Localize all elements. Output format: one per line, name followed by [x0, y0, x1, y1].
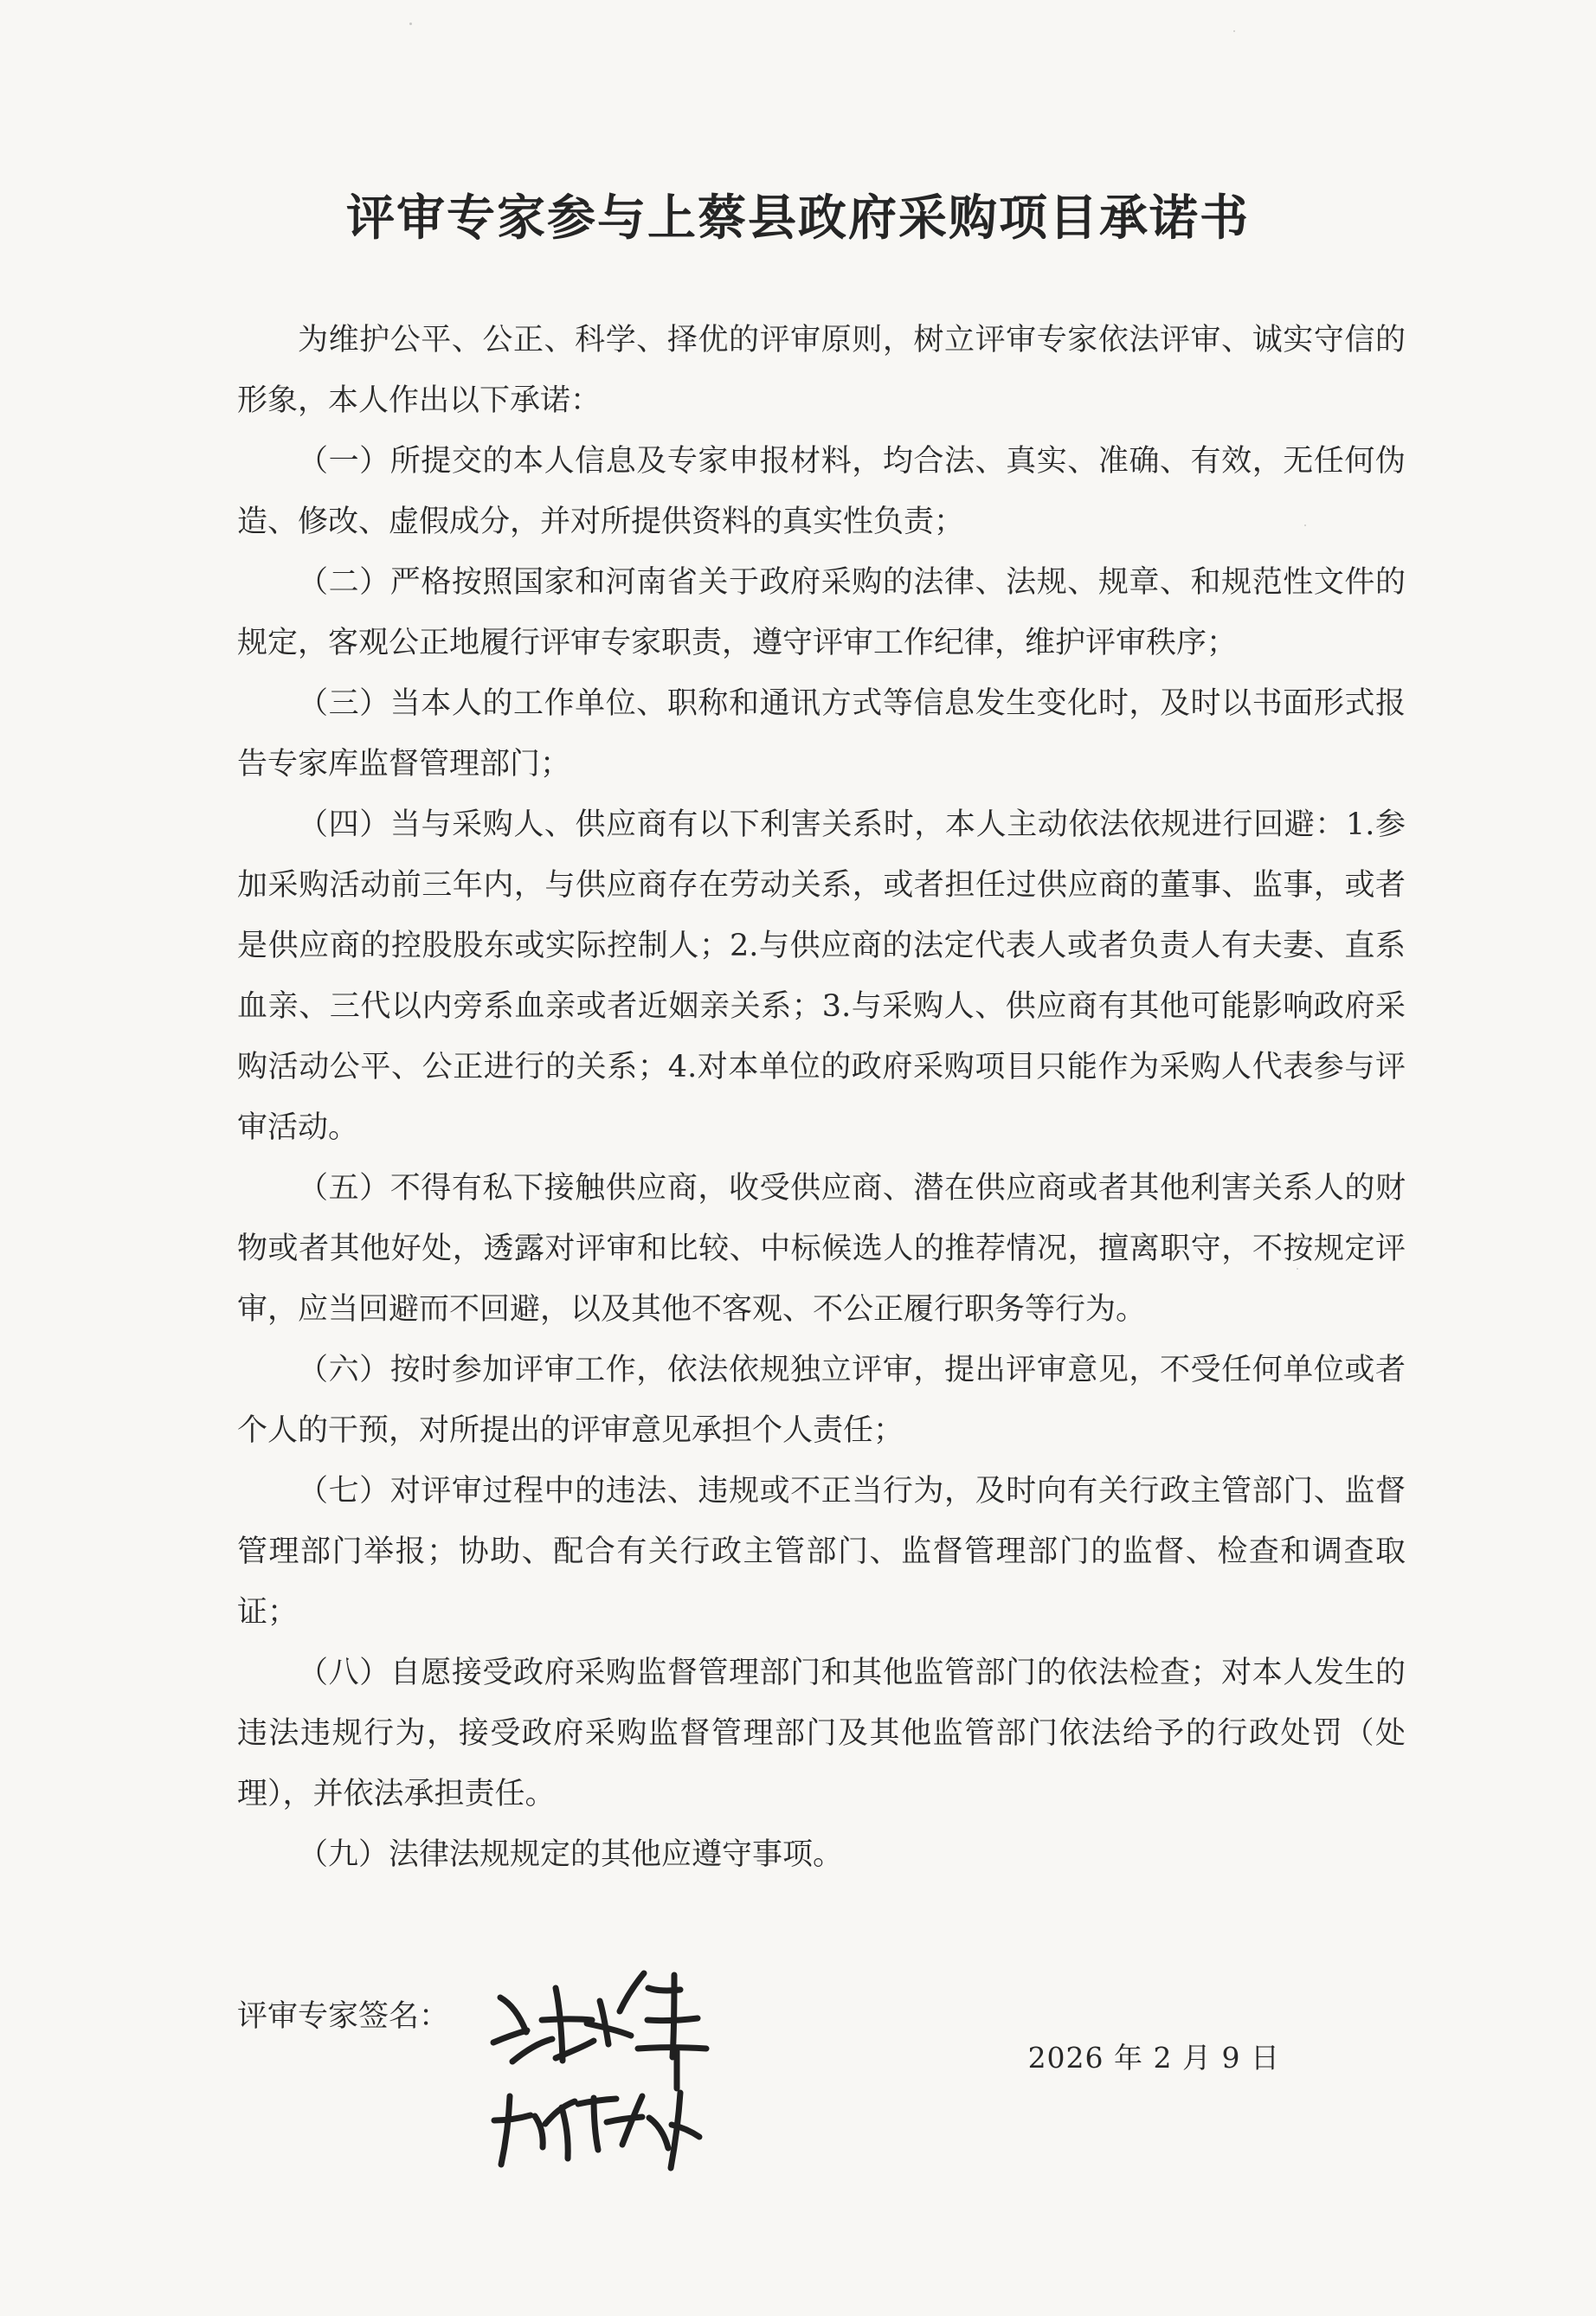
commitment-item-2: （二）严格按照国家和河南省关于政府采购的法律、法规、规章、和规范性文件的规定，客观公正地履行评审专家职责，遵守评审工作纪律，维护评审秩序； — [237, 565, 1406, 660]
signature-section — [237, 1978, 1406, 2203]
handwritten-signature — [479, 1959, 748, 2193]
scan-speckle — [409, 23, 412, 25]
signing-date: 2026 年 2 月 9 日 — [1027, 2041, 1280, 2075]
commitment-item-1: （一）所提交的本人信息及专家申报材料，均合法、真实、准确、有效，无任何伪造、修改、虚假成分，并对所提供资料的真实性负责； — [237, 444, 1406, 539]
commitment-item-9: （九）法律法规规定的其他应遵守事项。 — [298, 1837, 844, 1872]
commitment-item-7: （七）对评审过程中的违法、违规或不正当行为，及时向有关行政主管部门、监督管理部门举报；协助、配合有关行政主管部门、监督管理部门的监督、检查和调查取证； — [237, 1474, 1406, 1630]
commitment-item-6: （六）按时参加评审工作，依法依规独立评审，提出评审意见，不受任何单位或者个人的干预，对所提出的评审意见承担个人责任； — [237, 1353, 1406, 1448]
intro-paragraph: 为维护公平、公正、科学、择优的评审原则，树立评审专家依法评审、诚实守信的形象，本人作出以下承诺： — [237, 323, 1406, 418]
signature-label: 评审专家签名： — [237, 1999, 450, 2034]
commitment-body — [237, 310, 1406, 1885]
commitment-item-8: （八）自愿接受政府采购监督管理部门和其他监管部门的依法检查；对本人发生的违法违规行为，接受政府采购监督管理部门及其他监管部门依法给予的行政处罚（处理），并依法承担责任。 — [237, 1656, 1406, 1811]
scan-speckle — [1233, 30, 1235, 32]
commitment-item-4: （四）当与采购人、供应商有以下利害关系时，本人主动依法依规进行回避：1.参加采购活动前三年内，与供应商存在劳动关系，或者担任过供应商的董事、监事，或者是供应商的控股股东或实际控制人；2.与供应商的法定代表人或者负责人有夫妻、直系血亲、三代以内旁系血亲或者近姻亲关系；3.与采购人、供应商有其他可能影响政府采购活动公平、公正进行的关系；4.对本单位的政府采购项目只能作为采购人代表参与评审活动。 — [237, 807, 1406, 1145]
commitment-item-5: （五）不得有私下接触供应商，收受供应商、潜在供应商或者其他利害关系人的财物或者其他好处，透露对评审和比较、中标候选人的推荐情况，擅离职守，不按规定评审，应当回避而不回避，以及其他不客观、不公正履行职务等行为。 — [237, 1171, 1406, 1327]
commitment-item-3: （三）当本人的工作单位、职称和通讯方式等信息发生变化时，及时以书面形式报告专家库监督管理部门； — [237, 686, 1406, 782]
document-title: 评审专家参与上蔡县政府采购项目承诺书 — [346, 190, 1250, 247]
